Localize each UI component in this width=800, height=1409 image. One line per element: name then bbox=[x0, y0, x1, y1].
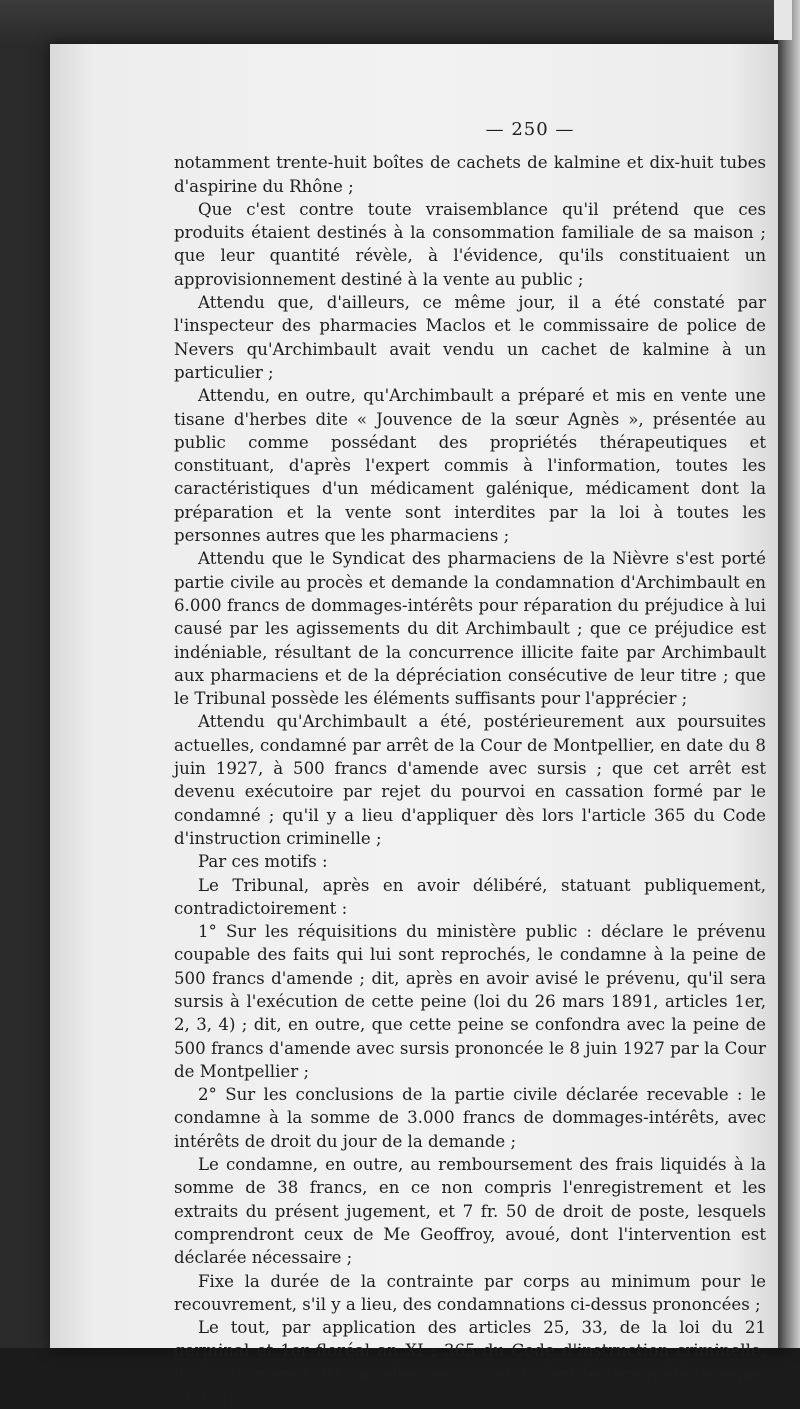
page-number: — 250 — bbox=[485, 119, 575, 140]
paragraph: Par ces motifs : bbox=[198, 852, 328, 872]
paragraph: 1° Sur les réquisitions du ministère public : déclare le prévenu coupable des faits qui lui sont reprochés, le condamne à la peine de 500 francs d'amende ; dit, après en avoir avisé le prévenu, qu'il sera sursis à l'exécution de cette peine (loi du 26 mars 1891, articles 1er, 2, 3, 4) ; dit, en outre, que cette peine se confondra avec la peine de 500 francs d'amende avec sursis prononcée le 8 juin 1927 par la Cour de Montpellier ; bbox=[174, 922, 766, 1081]
paragraph: Attendu que le Syndicat des pharmaciens de la Nièvre s'est porté partie civile au procès et demande la condamnation d'Archimbault en 6.000 francs de dommages-intérêts pour réparation du préjudice à lui causé par les agissements du dit Archimbault ; que ce préjudice est indéniable, résultant de la concurrence illicite faite par Archimbault aux pharmaciens et de la dépréciation consécutive de leur titre ; que le Tribunal possède les éléments suffisants pour l'apprécier ; bbox=[174, 549, 766, 709]
scan-top-margin bbox=[0, 0, 800, 44]
paragraph: Attendu que, d'ailleurs, ce même jour, il a été constaté par l'inspecteur des pharmacies Maclos et le commissaire de police de Nevers qu'Archimbault avait vendu un cachet de kalmine à un particulier ; bbox=[174, 293, 766, 382]
page-content bbox=[174, 118, 766, 1409]
paragraph: Le tout, par application des articles 25, 33, de la loi du 21 germinal et 1er floréal an XI ; 365 du Code d'instruction criminelle, loi du 26 mars 1891, articles 1er, 2, 3 et 4, dont lecture a été faite par M. le président. bbox=[174, 1318, 766, 1408]
paragraph: Fixe la durée de la contrainte par corps au minimum pour le recouvrement, s'il y a lieu, des condamnations ci-dessus prononcées ; bbox=[174, 1271, 766, 1314]
paragraph: Le Tribunal, après en avoir délibéré, statuant publiquement, contradictoirement : bbox=[174, 875, 766, 918]
paragraph: 2° Sur les conclusions de la partie civile déclarée recevable : le condamne à la somme de 3.000 francs de dommages-intérêts, avec intérêts de droit du jour de la demande ; bbox=[174, 1085, 766, 1151]
paragraph: Attendu, en outre, qu'Archimbault a préparé et mis en vente une tisane d'herbes dite « Jouvence de la sœur Agnès », présentée au public comme possédant des propriétés thérapeutiques et constituant, d'après l'expert commis à l'information, toutes les caractéristiques d'un médicament galénique, médicament dont la préparation et la vente sont interdites par la loi à toutes les personnes autres que les pharmaciens ; bbox=[174, 386, 766, 546]
paragraph: Le condamne, en outre, au remboursement des frais liquidés à la somme de 38 francs, en ce non compris l'enregistrement et les extraits du présent jugement, et 7 fr. 50 de droit de poste, lesquels comprendront ceux de Me Geoffroy, avoué, dont l'intervention est déclarée nécessaire ; bbox=[174, 1155, 766, 1268]
book-edge bbox=[778, 0, 800, 1348]
page-tab bbox=[774, 0, 792, 40]
paragraph: Attendu qu'Archimbault a été, postérieurement aux poursuites actuelles, condamné par arrêt de la Cour de Montpellier, en date du 8 juin 1927, à 500 francs d'amende avec sursis ; que cet arrêt est devenu exécutoire par rejet du pourvoi en cassation formé par le condamné ; qu'il y a lieu d'appliquer dès lors l'article 365 du Code d'instruction criminelle ; bbox=[174, 712, 766, 848]
paragraph: Que c'est contre toute vraisemblance qu'il prétend que ces produits étaient destinés à la consommation familiale de sa maison ; que leur quantité révèle, à l'évidence, qu'ils constituaient un approvisionnement destiné à la vente au public ; bbox=[174, 199, 766, 289]
paragraph: notamment trente-huit boîtes de cachets de kalmine et dix-huit tubes d'aspirine du Rhône ; bbox=[174, 153, 766, 196]
